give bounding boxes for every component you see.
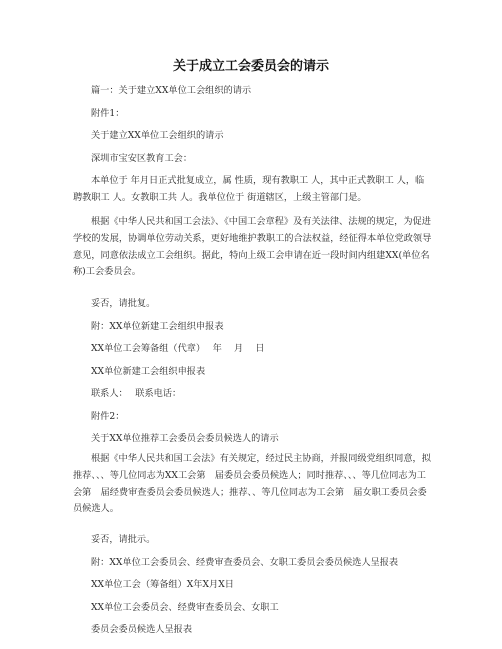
section-heading-1: 篇一：关于建立XX单位工会组织的请示 <box>91 85 252 96</box>
form-title-2: XX单位工会委员会、经费审查委员会、女职工 <box>91 602 279 613</box>
attachment-1-label: 附件1： <box>91 108 125 119</box>
attachment-note-2: 附：XX单位工会委员会、经费审查委员会、女职工委员会委员候选人呈报表 <box>91 557 399 568</box>
attachment-note-1: 附：XX单位新建工会组织申报表 <box>91 321 224 332</box>
closing-line-2: 妥否，请批示。 <box>91 534 156 545</box>
request-title-2: 关于XX单位推荐工会委员会委员候选人的请示 <box>91 433 279 444</box>
closing-line-1: 妥否，请批复。 <box>91 298 156 309</box>
contact-line: 联系人： 联系电话： <box>91 388 182 399</box>
signature-line-1: XX单位工会筹备组（代章） 年 月 日 <box>91 343 265 354</box>
attachment-2-label: 附件2： <box>91 411 125 422</box>
body-paragraph-1: 本单位于 年月日正式批复成立，属 性质，现有教职工 人，其中正式教职工 人，临聘教职工 人。女教职工共 人。我单位位于 街道辖区，上级主管部门是。 <box>73 175 425 203</box>
body-paragraph-3: 根据《中华人民共和国工会法》有关规定，经过民主协商，并报同级党组织同意，拟推荐、、、等几位同志为XX工会第 届委员会委员候选人；同时推荐、、、等几位同志为工会第 届经费审查委员会委员候选人；推荐、、等几位同志为工会第 届女职工委员会委员候选人。 <box>73 453 431 515</box>
body-paragraph-2: 根据《中华人民共和国工会法》、《中国工会章程》及有关法律、法规的规定，为促进学校的发展，协调单位劳动关系，更好地维护教职工的合法权益，经征得本单位党政领导意见，同意依法成立工会组织。据此，特向上级工会申请在近一段时间内组建XX(单位名称)工会委员会。 <box>73 216 432 278</box>
signature-line-2: XX单位工会（筹备组）X年X月X日 <box>91 579 234 590</box>
addressee: 深圳市宝安区教育工会： <box>91 153 193 164</box>
form-title-1: XX单位新建工会组织申报表 <box>91 366 206 377</box>
form-title-2-continued: 委员会委员候选人呈报表 <box>91 624 193 635</box>
document-title: 关于成立工会委员会的请示 <box>172 59 329 74</box>
request-title-1: 关于建立XX单位工会组织的请示 <box>91 130 224 141</box>
